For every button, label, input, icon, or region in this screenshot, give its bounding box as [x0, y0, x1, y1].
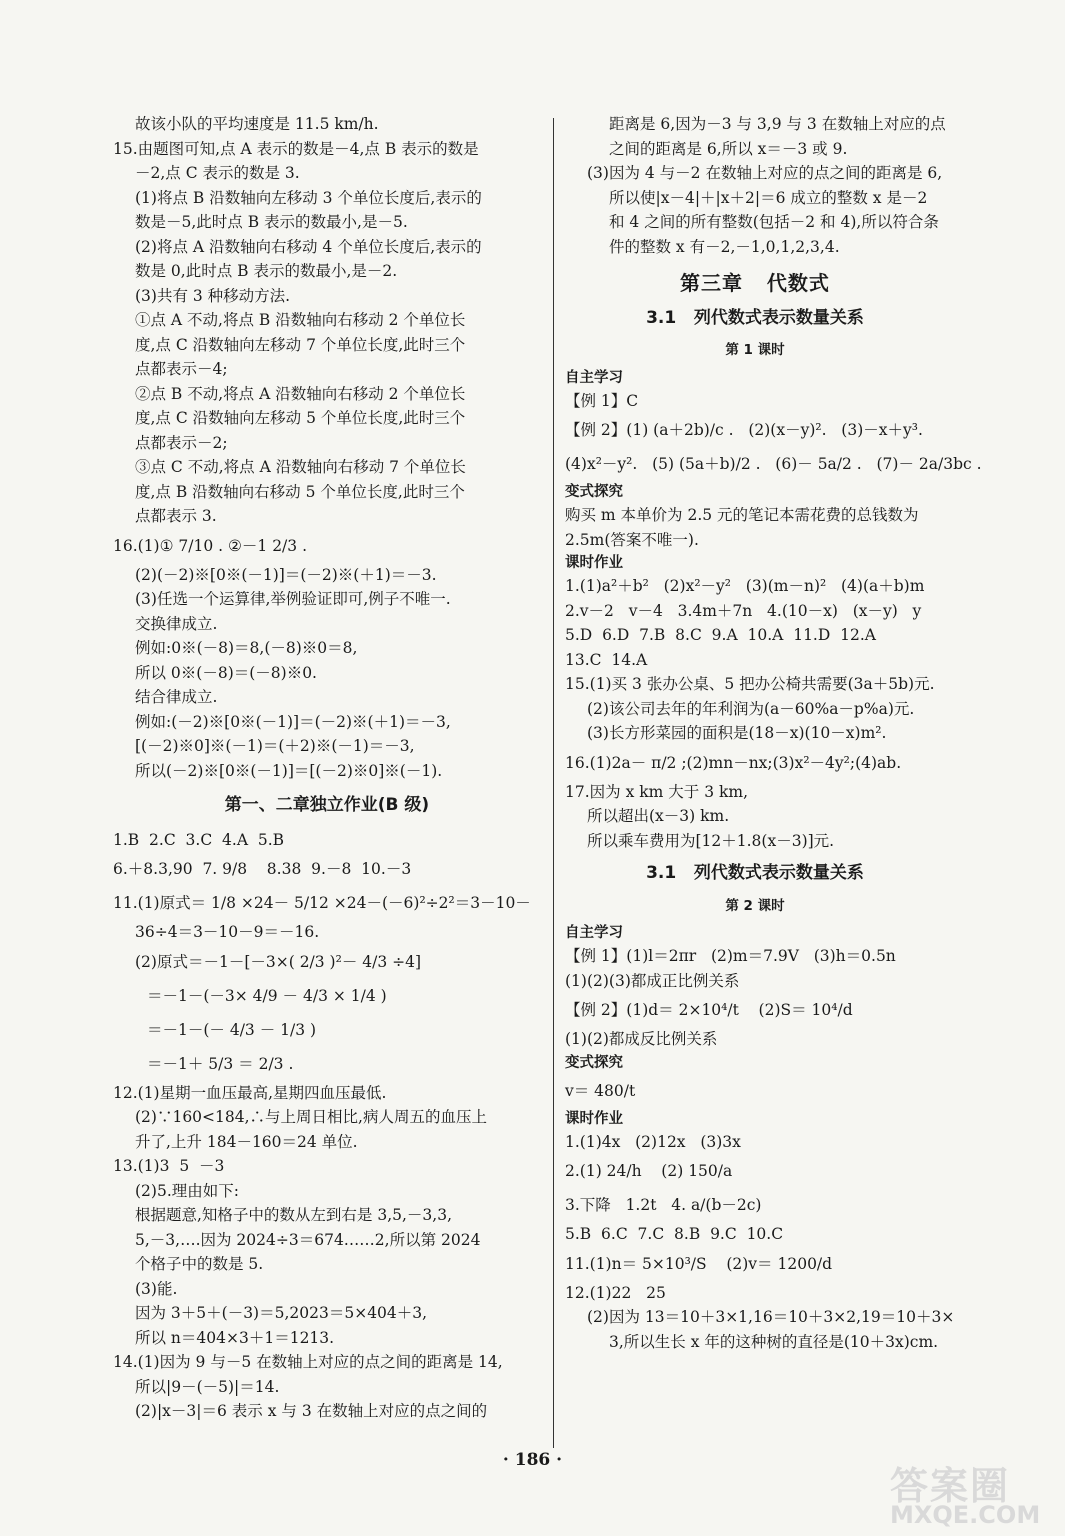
text-line: ＝－1－(－ 4/3 － 1/3 ) [147, 1020, 317, 1039]
text-line: 5.D 6.D 7.B 8.C 9.A 10.A 11.D 12.A [565, 626, 876, 644]
text-line: 【例 2】(1) (a＋2b)/c . (2)(x－y)². (3)－x＋y³. [565, 421, 923, 439]
text-line: v＝ 480/t [565, 1081, 636, 1100]
section-heading: 课时作业 [565, 1110, 623, 1127]
text-line: 1.(1)a²＋b² (2)x²－y² (3)(m－n)² (4)(a＋b)m [565, 577, 925, 595]
text-line: 数是－5,此时点 B 表示的数最小,是－5. [135, 213, 408, 231]
text-line: (2)|x－3|＝6 表示 x 与 3 在数轴上对应的点之间的 [135, 1402, 488, 1420]
text-line: 14.(1)因为 9 与－5 在数轴上对应的点之间的距离是 14, [113, 1353, 503, 1371]
section-heading: 第 2 课时 [725, 897, 785, 914]
text-line: (2)5.理由如下: [135, 1181, 239, 1200]
text-line: ＝－1－(－3× 4/9 － 4/3 × 1/4 ) [147, 986, 387, 1005]
text-line: 1.(1)4x (2)12x (3)3x [565, 1132, 741, 1151]
section-heading: 自主学习 [565, 925, 623, 941]
text-line: 所以|9－(－5)|＝14. [135, 1377, 280, 1396]
section-heading: 3.1 列代数式表示数量关系 [646, 307, 864, 328]
text-line: 所以 0※(－8)＝(－8)※0. [135, 663, 317, 682]
text-line: (2)(－2)※[0※(－1)]＝(－2)※(＋1)＝－3. [135, 565, 437, 584]
text-line: 例如:(－2)※[0※(－1)]＝(－2)※(＋1)＝－3, [135, 712, 451, 731]
text-line: 12.(1)星期一血压最高,星期四血压最低. [113, 1083, 387, 1102]
section-heading: 第一、二章独立作业(B 级) [224, 795, 430, 815]
text-line: 6.＋8.3,90 7. 9/8 8.38 9.－8 10.－3 [113, 860, 412, 878]
text-line: (2)∵160<184,∴与上周日相比,病人周五的血压上 [135, 1108, 487, 1126]
right-column [565, 112, 982, 1354]
text-line: 16.(1)① 7/10 . ②－1 2/3 . [113, 536, 307, 555]
text-line: (3)任选一个运算律,举例验证即可,例子不唯一. [135, 590, 451, 608]
text-line: 12.(1)22 25 [565, 1283, 666, 1302]
text-line: (3)因为 4 与－2 在数轴上对应的点之间的距离是 6, [587, 164, 943, 182]
left-column [113, 112, 541, 1424]
text-line: 所以使|x－4|＋|x＋2|＝6 成立的整数 x 是－2 [609, 188, 928, 207]
text-line: 2.v－2 v－4 3.4m＋7n 4.(10－x) (x－y) y [565, 601, 922, 620]
text-line: 3,所以生长 x 年的这种树的直径是(10＋3x)cm. [609, 1332, 939, 1351]
text-line: 点都表示－4; [135, 360, 228, 378]
text-line: 15.(1)买 3 张办公桌、5 把办公椅共需要(3a＋5b)元. [565, 675, 935, 693]
text-line: 交换律成立. [135, 614, 218, 633]
text-line: 结合律成立. [135, 688, 218, 706]
text-line: 度,点 C 沿数轴向左移动 7 个单位长度,此时三个 [135, 335, 466, 354]
text-line: (2)因为 13＝10＋3×1,16＝10＋3×2,19＝10＋3× [587, 1308, 955, 1326]
text-line: (2)原式＝－1－[－3×( 2/3 )²－ 4/3 ÷4] [135, 952, 422, 971]
text-line: 所以(－2)※[0※(－1)]＝[(－2)※0]※(－1). [135, 761, 443, 780]
text-line: 点都表示 3. [135, 507, 217, 525]
text-line: (3)能. [135, 1279, 178, 1298]
text-line: 距离是 6,因为－3 与 3,9 与 3 在数轴上对应的点 [609, 115, 946, 133]
text-line: 5.B 6.C 7.C 8.B 9.C 10.C [565, 1225, 784, 1243]
text-line: (1)(2)(3)都成正比例关系 [565, 971, 740, 990]
section-heading: 3.1 列代数式表示数量关系 [646, 863, 864, 883]
watermark-text-en: MXQE.COM [890, 1501, 1041, 1529]
text-line: 件的整数 x 有－2,－1,0,1,2,3,4. [609, 237, 840, 256]
text-line: (4)x²－y². (5) (5a＋b)/2 . (6)－ 5a/2 . (7)－ 2a/3bc . [565, 455, 982, 473]
text-line: ③点 C 不动,将点 A 沿数轴向右移动 7 个单位长 [135, 458, 466, 476]
section-heading: 自主学习 [565, 369, 623, 386]
text-line: (3)长方形菜园的面积是(18－x)(10－x)m². [587, 724, 887, 742]
text-line: 之间的距离是 6,所以 x＝－3 或 9. [609, 139, 848, 158]
section-heading: 变式探究 [565, 1054, 623, 1071]
text-line: 度,点 B 沿数轴向右移动 5 个单位长度,此时三个 [135, 482, 465, 501]
text-line: (2)该公司去年的年利润为(a－60%a－p%a)元. [587, 699, 915, 718]
text-line: 36÷4＝3－10－9＝－16. [135, 923, 320, 941]
text-line: 13.(1)3 5 －3 [113, 1157, 225, 1175]
text-line: 故该小队的平均速度是 11.5 km/h. [135, 115, 379, 133]
text-line: 16.(1)2a－ π/2 ;(2)mn－nx;(3)x²－4y²;(4)ab. [565, 753, 902, 772]
text-line: 17.因为 x km 大于 3 km, [565, 782, 748, 801]
text-line: 例如:0※(－8)＝8,(－8)※0＝8, [135, 639, 358, 657]
text-line: 【例 1】C [565, 391, 639, 410]
text-line: 购买 m 本单价为 2.5 元的笔记本需花费的总钱数为 [565, 506, 919, 524]
text-line: 所以 n＝404×3＋1＝1213. [135, 1328, 335, 1347]
text-line: 1.B 2.C 3.C 4.A 5.B [113, 830, 285, 849]
text-line: 【例 1】(1)l＝2πr (2)m＝7.9V (3)h＝0.5n [565, 947, 896, 965]
text-line: 升了,上升 184－160＝24 单位. [135, 1132, 358, 1151]
text-line: (1)(2)都成反比例关系 [565, 1030, 718, 1048]
section-heading: 第三章 代数式 [680, 271, 830, 295]
text-line: －2,点 C 表示的数是 3. [135, 164, 300, 182]
text-line: ①点 A 不动,将点 B 沿数轴向右移动 2 个单位长 [135, 311, 466, 329]
text-line: (3)共有 3 种移动方法. [135, 286, 291, 305]
column-divider [553, 118, 554, 1448]
text-line: (2)将点 A 沿数轴向右移动 4 个单位长度后,表示的 [135, 237, 482, 256]
text-line: 3.下降 1.2t 4. a/(b－2c) [565, 1196, 762, 1214]
text-line: 根据题意,知格子中的数从左到右是 3,5,－3,3, [135, 1206, 453, 1224]
section-heading: 变式探究 [565, 484, 623, 500]
text-line: 2.(1) 24/h (2) 150/a [565, 1162, 733, 1180]
text-line: 个格子中的数是 5. [135, 1255, 264, 1273]
section-heading: 第 1 课时 [725, 342, 785, 358]
text-line: 因为 3＋5＋(－3)＝5,2023＝5×404＋3, [135, 1304, 428, 1322]
page-number: · 186 · [502, 1450, 563, 1470]
text-line: [(－2)※0]※(－1)＝(＋2)※(－1)＝－3, [135, 737, 415, 755]
text-line: (1)将点 B 沿数轴向左移动 3 个单位长度后,表示的 [135, 188, 482, 207]
section-heading: 课时作业 [565, 555, 623, 571]
text-line: ②点 B 不动,将点 A 沿数轴向右移动 2 个单位长 [135, 384, 466, 403]
text-line: 【例 2】(1)d＝ 2×10⁴/t (2)S＝ 10⁴/d [565, 1001, 853, 1019]
text-line: 11.(1)原式＝ 1/8 ×24－ 5/12 ×24－(－6)²÷2²＝3－10－ [113, 894, 531, 912]
text-line: 数是 0,此时点 B 表示的数最小,是－2. [135, 262, 398, 280]
watermark-text-cn: 答案圈 [890, 1464, 1011, 1508]
text-line: 点都表示－2; [135, 433, 228, 452]
text-line: 11.(1)n＝ 5×10³/S (2)v＝ 1200/d [565, 1254, 833, 1273]
text-line: 度,点 C 沿数轴向左移动 5 个单位长度,此时三个 [135, 409, 466, 427]
text-line: 2.5m(答案不唯一). [565, 530, 699, 549]
text-line: ＝－1＋ 5/3 ＝ 2/3 . [147, 1054, 294, 1073]
text-line: 5,－3,….因为 2024÷3＝674……2,所以第 2024 [135, 1230, 481, 1249]
text-line: 15.由题图可知,点 A 表示的数是－4,点 B 表示的数是 [113, 139, 479, 158]
text-line: 所以乘车费用为[12＋1.8(x－3)]元. [587, 831, 835, 850]
text-line: 和 4 之间的所有整数(包括－2 和 4),所以符合条 [609, 213, 939, 231]
text-line: 13.C 14.A [565, 650, 648, 669]
text-line: 所以超出(x－3) km. [587, 807, 730, 825]
watermark-logo [890, 1455, 1060, 1533]
